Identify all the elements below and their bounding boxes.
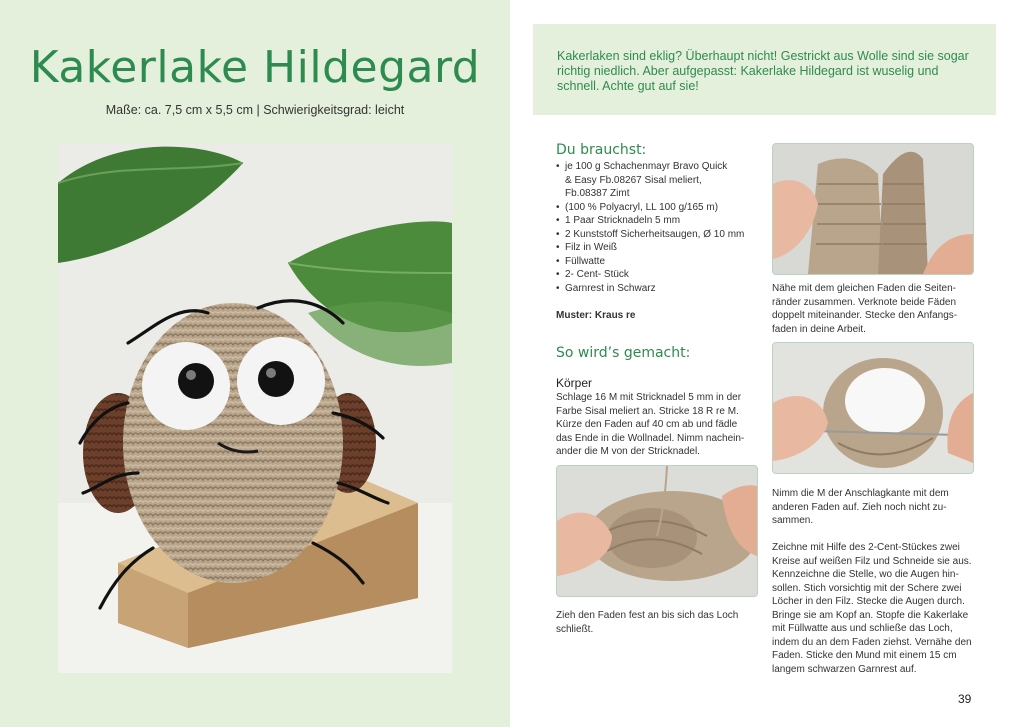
pattern-note: Muster: Kraus re	[556, 310, 636, 321]
page-number: 39	[958, 692, 972, 706]
measures-line: Maße: ca. 7,5 cm x 5,5 cm | Schwierigkeitsgrad: leicht	[105, 103, 405, 117]
page-title: Kakerlake Hildegard	[29, 42, 481, 93]
stuffing-illustration	[773, 343, 973, 473]
material-item: • Filz in Weiß	[556, 241, 761, 255]
material-item: • 1 Paar Stricknadeln 5 mm	[556, 214, 761, 228]
material-item: Fb.08387 Zimt	[565, 188, 630, 199]
material-item: • je 100 g Schachenmayr Bravo Quick	[556, 160, 761, 174]
step-2-photo	[556, 465, 758, 597]
cockroach-illustration	[58, 143, 452, 673]
material-item: • 2- Cent- Stück	[556, 268, 761, 282]
seam-sewing-illustration	[773, 144, 973, 274]
step-3-text: Nähe mit dem gleichen Faden die Seiten-ränder zusammen. Verknote beide Fäden doppelt miteinander. Stecke den Anfangs-faden in deine Arbeit.	[772, 283, 958, 335]
body-section-heading: Körper	[556, 376, 593, 390]
knit-gather-illustration	[557, 466, 757, 596]
instructions-heading: So wird’s gemacht:	[556, 345, 691, 361]
step-4-photo	[772, 342, 974, 474]
materials-heading: Du brauchst:	[556, 142, 647, 158]
material-item: • Füllwatte	[556, 255, 761, 269]
material-item: & Easy Fb.08267 Sisal meliert,	[565, 174, 702, 186]
step-1-text: Schlage 16 M mit Stricknadel 5 mm in der Farbe Sisal meliert an. Stricke 18 R re M. Kürze den Faden auf 40 cm ab und fädle das Ende in die Wollnadel. Nimm nachein-ander die M von der Stricknadel.	[556, 392, 745, 457]
intro-text: Kakerlaken sind eklig? Überhaupt nicht! Gestrickt aus Wolle sind sie sogar richtig niedlich. Aber aufgepasst: Kakerlake Hildegard ist wuselig und schnell. Achte gut auf sie!	[557, 49, 969, 93]
material-item: • 2 Kunststoff Sicherheitsaugen, Ø 10 mm	[556, 228, 761, 242]
step-3-photo	[772, 143, 974, 275]
step-4-text: Nimm die M der Anschlagkante mit dem anderen Faden auf. Zieh noch nicht zu-sammen.	[772, 488, 949, 526]
materials-list	[556, 160, 761, 295]
step-2-text: Zieh den Faden fest an bis sich das Loch schließt.	[556, 610, 739, 635]
material-item: • Garnrest in Schwarz	[556, 282, 761, 296]
step-5-text: Zeichne mit Hilfe des 2-Cent-Stückes zwei Kreise auf weißen Filz und Schneide sie aus. Kennzeichne die Stelle, wo die Augen hin-sollen. Stich vorsichtig mit der Schere zwei Löcher in den Filz. Stecke die Augen durch. Bringe sie am Kopf an. Stopfe die Kakerlake mit Füllwatte aus und schließe das Loch, indem du an dem Faden ziehst. Vernähe den Faden. Sticke den Mund mit einem 15 cm langem schwarzen Garnrest auf.	[772, 542, 972, 675]
material-item: • (100 % Polyacryl, LL 100 g/165 m)	[556, 201, 761, 215]
cockroach-photo	[58, 143, 452, 673]
